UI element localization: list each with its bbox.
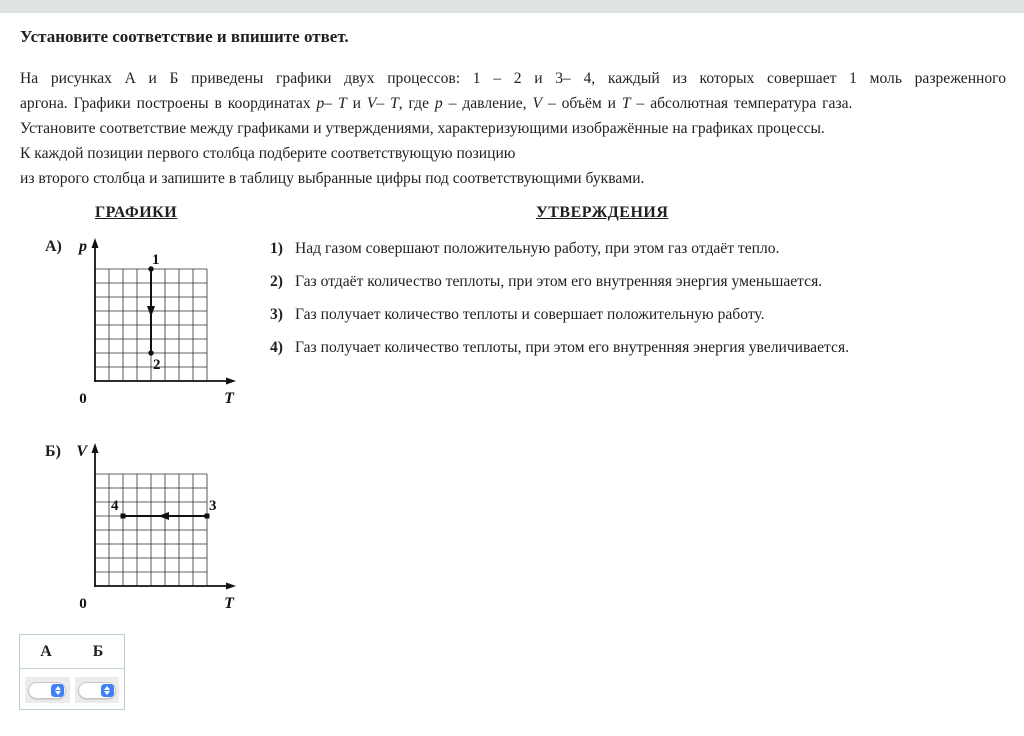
graph-b-label: Б) bbox=[45, 443, 61, 460]
statement-number: 2) bbox=[270, 273, 283, 290]
svg-text:p: p bbox=[79, 238, 87, 255]
svg-text:4: 4 bbox=[111, 498, 119, 514]
statement-number: 3) bbox=[270, 306, 283, 323]
problem-line-2: аргона. Графики построены в координатах p– T и V– T, где p – давление, V – объём и T – абсолютная температура газа. bbox=[20, 95, 853, 112]
statement-row-4 bbox=[270, 338, 1018, 358]
svg-text:T: T bbox=[224, 595, 234, 612]
answer-table-inputs-row bbox=[20, 669, 124, 709]
svg-text:T: T bbox=[224, 390, 234, 407]
problem-line-3: Установите соответствие между графиками и утверждениями, характеризующими изображённые на графиках процессы. bbox=[20, 120, 825, 137]
page-title: Установите соответствие и впишите ответ. bbox=[20, 27, 349, 46]
answer-cell-b bbox=[75, 677, 120, 703]
statement-row-2 bbox=[270, 272, 1018, 292]
top-bar bbox=[0, 0, 1024, 13]
svg-text:2: 2 bbox=[153, 357, 161, 373]
answer-col-a-header: А bbox=[40, 642, 52, 660]
statement-text: Газ получает количество теплоты, при этом его внутренняя энергия увеличивается. bbox=[295, 339, 850, 356]
stepper-up-down-icon bbox=[101, 684, 114, 697]
problem-line-4: К каждой позиции первого столбца подберите соответствующую позицию bbox=[20, 145, 516, 162]
statements-list bbox=[270, 239, 1018, 371]
answer-col-b-header: Б bbox=[92, 642, 104, 660]
statement-number: 4) bbox=[270, 339, 283, 356]
graph-a-label: А) bbox=[45, 238, 62, 255]
svg-text:V: V bbox=[76, 443, 87, 460]
answer-select-b[interactable] bbox=[78, 682, 116, 699]
statement-row-3 bbox=[270, 305, 1018, 325]
stepper-up-down-icon bbox=[51, 684, 64, 697]
svg-text:1: 1 bbox=[152, 252, 160, 268]
statement-text: Газ отдаёт количество теплоты, при этом его внутренняя энергия уменьшается. bbox=[295, 273, 823, 290]
svg-text:3: 3 bbox=[209, 498, 217, 514]
problem-text bbox=[20, 66, 1006, 191]
answer-table bbox=[19, 634, 125, 710]
statement-text: Газ получает количество теплоты и совершает положительную работу. bbox=[295, 306, 765, 323]
statement-number: 1) bbox=[270, 240, 283, 257]
statements-column-header: УТВЕРЖДЕНИЯ bbox=[536, 204, 669, 221]
graphs-column-header: ГРАФИКИ bbox=[95, 204, 178, 221]
answer-table-header bbox=[20, 635, 124, 669]
answer-cell-a bbox=[25, 677, 70, 703]
graph-b-vt-diagram bbox=[40, 438, 255, 618]
statement-text: Над газом совершают положительную работу, при этом газ отдаёт тепло. bbox=[295, 240, 780, 257]
problem-line-5: из второго столбца и запишите в таблицу выбранные цифры под соответствующими буквами. bbox=[20, 170, 645, 187]
graph-a-pt-diagram bbox=[40, 233, 255, 413]
problem-line-1: На рисунках А и Б приведены графики двух процессов: 1 – 2 и 3– 4, каждый из которых совершает 1 моль разреженного bbox=[20, 70, 1006, 87]
statement-row-1 bbox=[270, 239, 1018, 259]
svg-text:0: 0 bbox=[79, 391, 87, 407]
answer-select-a[interactable] bbox=[28, 682, 66, 699]
svg-text:0: 0 bbox=[79, 596, 87, 612]
